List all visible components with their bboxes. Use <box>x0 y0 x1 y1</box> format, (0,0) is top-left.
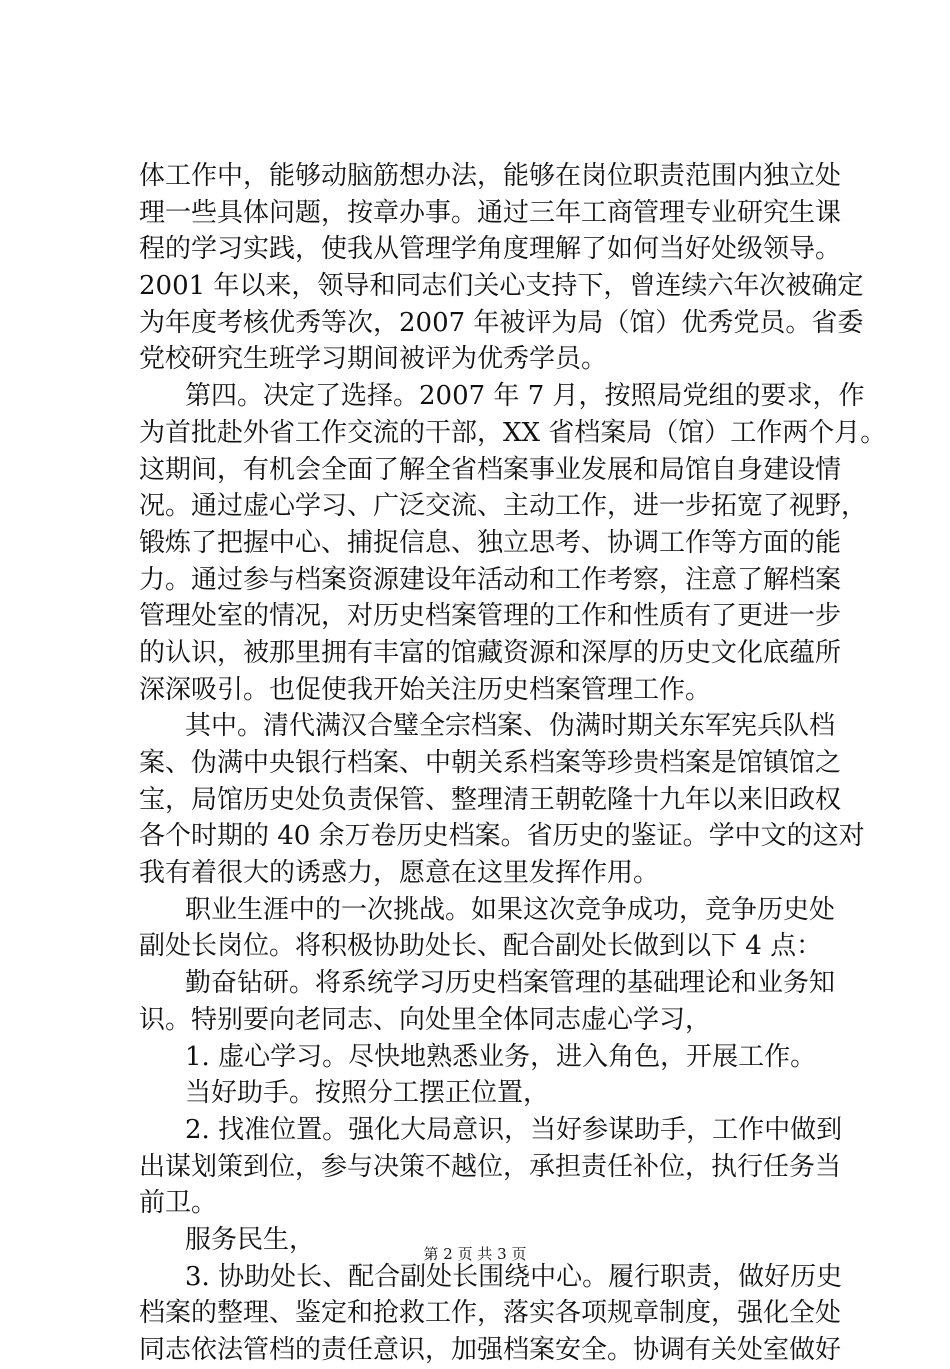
text-line: 2. 找准位置。强化大局意识，当好参谋助手，工作中做到 <box>185 1114 843 1145</box>
text-line: 当好助手。按照分工摆正位置， <box>185 1078 550 1109</box>
text-line: 锻炼了把握中心、捕捉信息、独立思考、协调工作等方面的能 <box>139 527 842 558</box>
text-line: 党校研究生班学习期间被评为优秀学员。 <box>139 344 608 375</box>
text-line: 3. 协助处长、配合副处长围绕中心。履行职责，做好历史 <box>185 1261 843 1292</box>
text-line: 2001 年以来，领导和同志们关心支持下，曾连续六年次被确定 <box>139 271 864 302</box>
text-line: 况。通过虚心学习、广泛交流、主动工作，进一步拓宽了视野， <box>139 491 868 522</box>
body-text <box>139 158 887 1369</box>
text-line: 为首批赴外省工作交流的干部，XX 省档案局（馆）工作两个月。 <box>139 417 887 448</box>
text-line: 前卫。 <box>139 1188 218 1219</box>
text-line: 为年度考核优秀等次，2007 年被评为局（馆）优秀党员。省委 <box>139 307 864 338</box>
text-line: 的认识，被那里拥有丰富的馆藏资源和深厚的历史文化底蕴所 <box>139 637 842 668</box>
text-line: 第四。决定了选择。2007 年 7 月，按照局党组的要求，作 <box>185 381 865 412</box>
text-line: 服务民生， <box>185 1224 316 1255</box>
text-line: 力。通过参与档案资源建设年活动和工作考察，注意了解档案 <box>139 564 842 595</box>
text-line: 各个时期的 40 余万卷历史档案。省历史的鉴证。学中文的这对 <box>139 821 865 852</box>
text-line: 我有着很大的诱惑力，愿意在这里发挥作用。 <box>139 858 660 889</box>
text-line: 程的学习实践，使我从管理学角度理解了如何当好处级领导。 <box>139 234 842 265</box>
text-line: 出谋划策到位，参与决策不越位，承担责任补位，执行任务当 <box>139 1151 842 1182</box>
text-line: 识。特别要向老同志、向处里全体同志虚心学习， <box>139 1004 712 1035</box>
page-footer: 第 2 页 共 3 页 <box>423 1245 527 1263</box>
text-line: 理一些具体问题，按章办事。通过三年工商管理专业研究生课 <box>139 197 842 228</box>
text-line: 体工作中，能够动脑筋想办法，能够在岗位职责范围内独立处 <box>139 161 842 191</box>
text-line: 这期间，有机会全面了解全省档案事业发展和局馆自身建设情 <box>139 454 842 485</box>
text-line: 案、伪满中央银行档案、中朝关系档案等珍贵档案是馆镇馆之 <box>139 748 842 778</box>
text-line: 其中。清代满汉合璧全宗档案、伪满时期关东军宪兵队档 <box>185 711 836 742</box>
text-line: 1. 虚心学习。尽快地熟悉业务，进入角色，开展工作。 <box>185 1041 817 1072</box>
text-line: 深深吸引。也促使我开始关注历史档案管理工作。 <box>139 674 712 705</box>
text-line: 同志依法管档的责任意识，加强档案安全。协调有关处室做好 <box>139 1335 842 1365</box>
text-line: 宝，局馆历史处负责保管、整理清王朝乾隆十九年以来旧政权 <box>139 784 842 815</box>
text-line: 副处长岗位。将积极协助处长、配合副处长做到以下 4 点： <box>139 931 823 962</box>
text-line: 档案的整理、鉴定和抢救工作，落实各项规章制度，强化全处 <box>139 1298 842 1329</box>
text-line: 职业生涯中的一次挑战。如果这次竞争成功，竞争历史处 <box>185 894 836 925</box>
text-line: 勤奋钻研。将系统学习历史档案管理的基础理论和业务知 <box>185 968 836 999</box>
text-line: 管理处室的情况，对历史档案管理的工作和性质有了更进一步 <box>139 601 842 632</box>
